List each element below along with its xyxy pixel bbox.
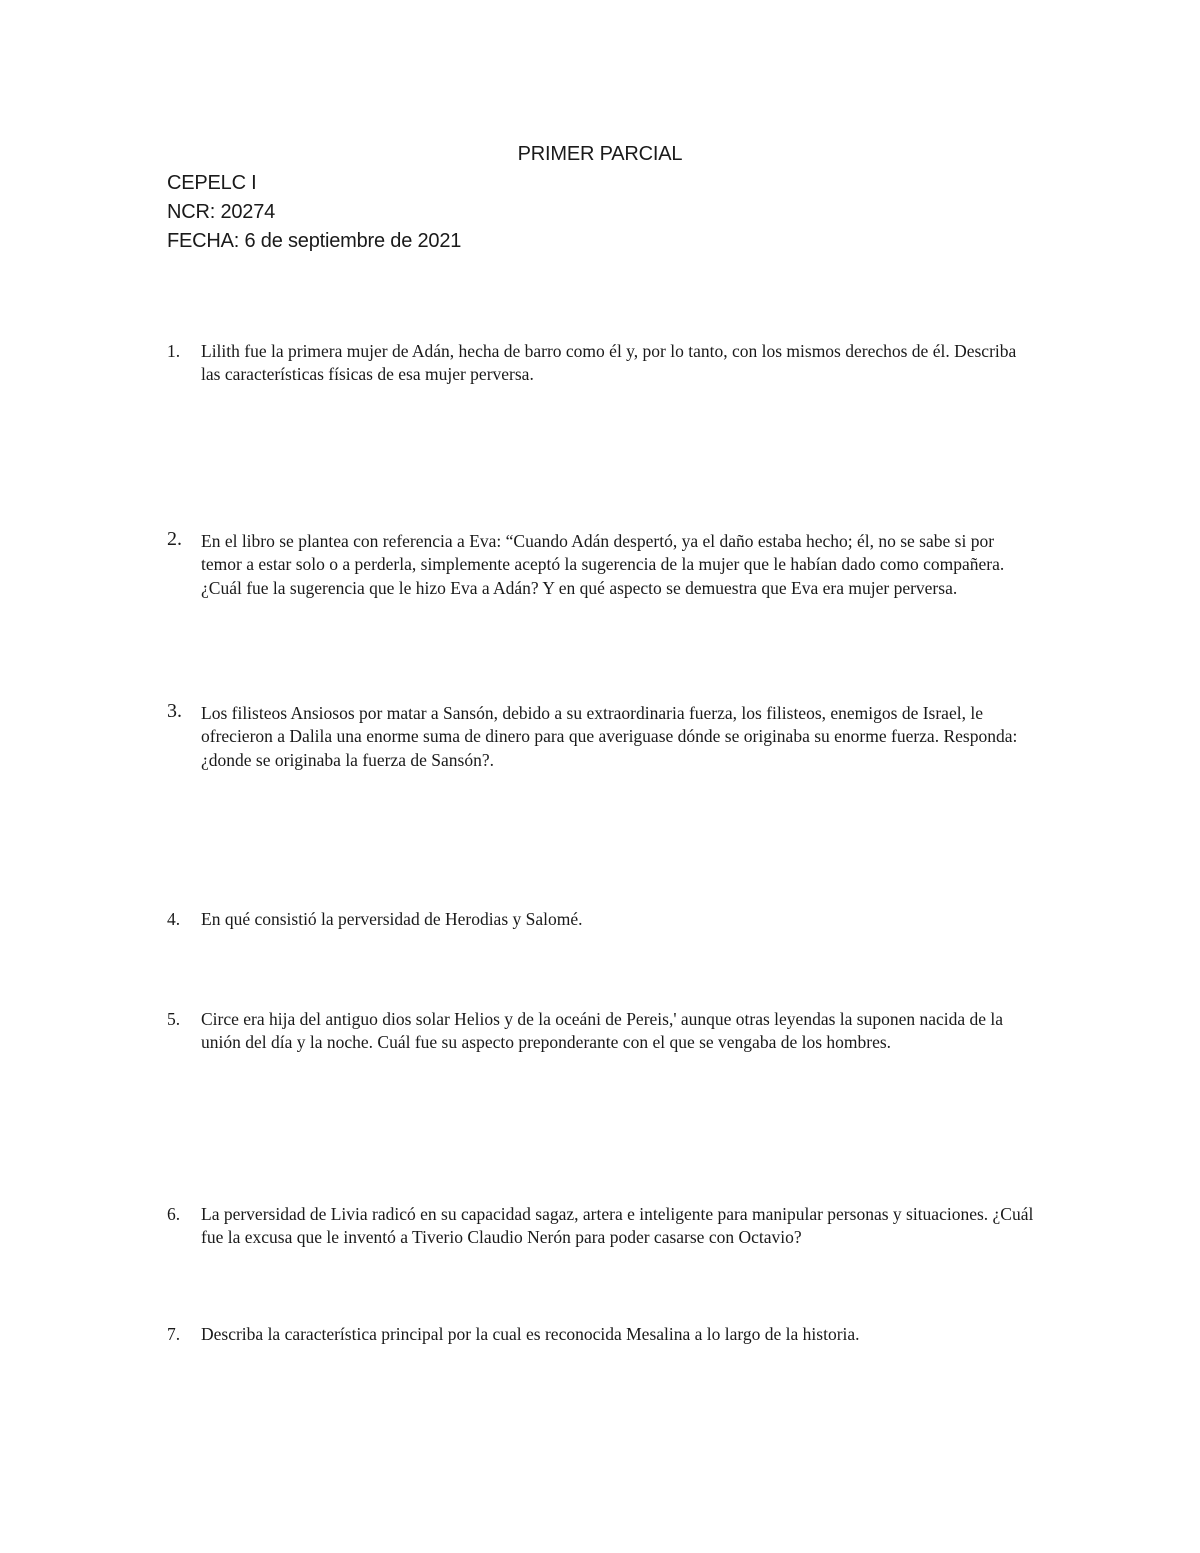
question-3 — [167, 702, 1037, 772]
ncr-code: NCR: 20274 — [167, 201, 276, 223]
question-1 — [167, 340, 1037, 387]
question-number: 4. — [167, 909, 181, 929]
question-7 — [167, 1323, 1037, 1346]
question-text: Circe era hija del antiguo dios solar Helios y de la oceáni de Pereis,' aunque otras leyendas la suponen nacida de la unión del día y la noche. Cuál fue su aspecto preponderante con el que se vengaba de los hombres. — [201, 1009, 1004, 1053]
question-number: 6. — [167, 1204, 181, 1224]
course-name: CEPELC I — [167, 172, 257, 194]
question-number: 2. — [167, 528, 182, 550]
question-number: 1. — [167, 341, 181, 361]
question-number: 3. — [167, 700, 182, 722]
page-title: PRIMER PARCIAL — [517, 143, 683, 165]
question-text: En el libro se plantea con referencia a Eva: “Cuando Adán despertó, ya el daño estaba hecho; él, no se sabe si por temor a estar solo o a perderla, simplemente aceptó la sugerencia de la mujer que le habían dado como compañera. ¿Cuál fue la sugerencia que le hizo Eva a Adán? Y en qué aspecto se demuestra que Eva era mujer perversa. — [201, 531, 1005, 598]
question-text: En qué consistió la perversidad de Herodias y Salomé. — [201, 909, 583, 929]
question-text: Describa la característica principal por la cual es reconocida Mesalina a lo largo de la historia. — [201, 1324, 860, 1344]
question-text: Los filisteos Ansiosos por matar a Sansón, debido a su extraordinaria fuerza, los filisteos, enemigos de Israel, le ofrecieron a Dalila una enorme suma de dinero para que averiguase dónde se originaba su enorme fuerza. Responda: ¿donde se originaba la fuerza de Sansón?. — [201, 703, 1018, 770]
question-5 — [167, 1008, 1037, 1055]
question-text: Lilith fue la primera mujer de Adán, hecha de barro como él y, por lo tanto, con los mismos derechos de él. Describa las características físicas de esa mujer perversa. — [201, 341, 1017, 385]
question-text: La perversidad de Livia radicó en su capacidad sagaz, artera e inteligente para manipular personas y situaciones. ¿Cuál fue la excusa que le inventó a Tiverio Claudio Nerón para poder casarse con Octavio? — [201, 1204, 1034, 1248]
question-number: 7. — [167, 1324, 181, 1344]
question-6 — [167, 1203, 1037, 1250]
question-4 — [167, 908, 1037, 931]
question-2 — [167, 530, 1037, 600]
question-number: 5. — [167, 1009, 181, 1029]
exam-date: FECHA: 6 de septiembre de 2021 — [167, 230, 462, 252]
